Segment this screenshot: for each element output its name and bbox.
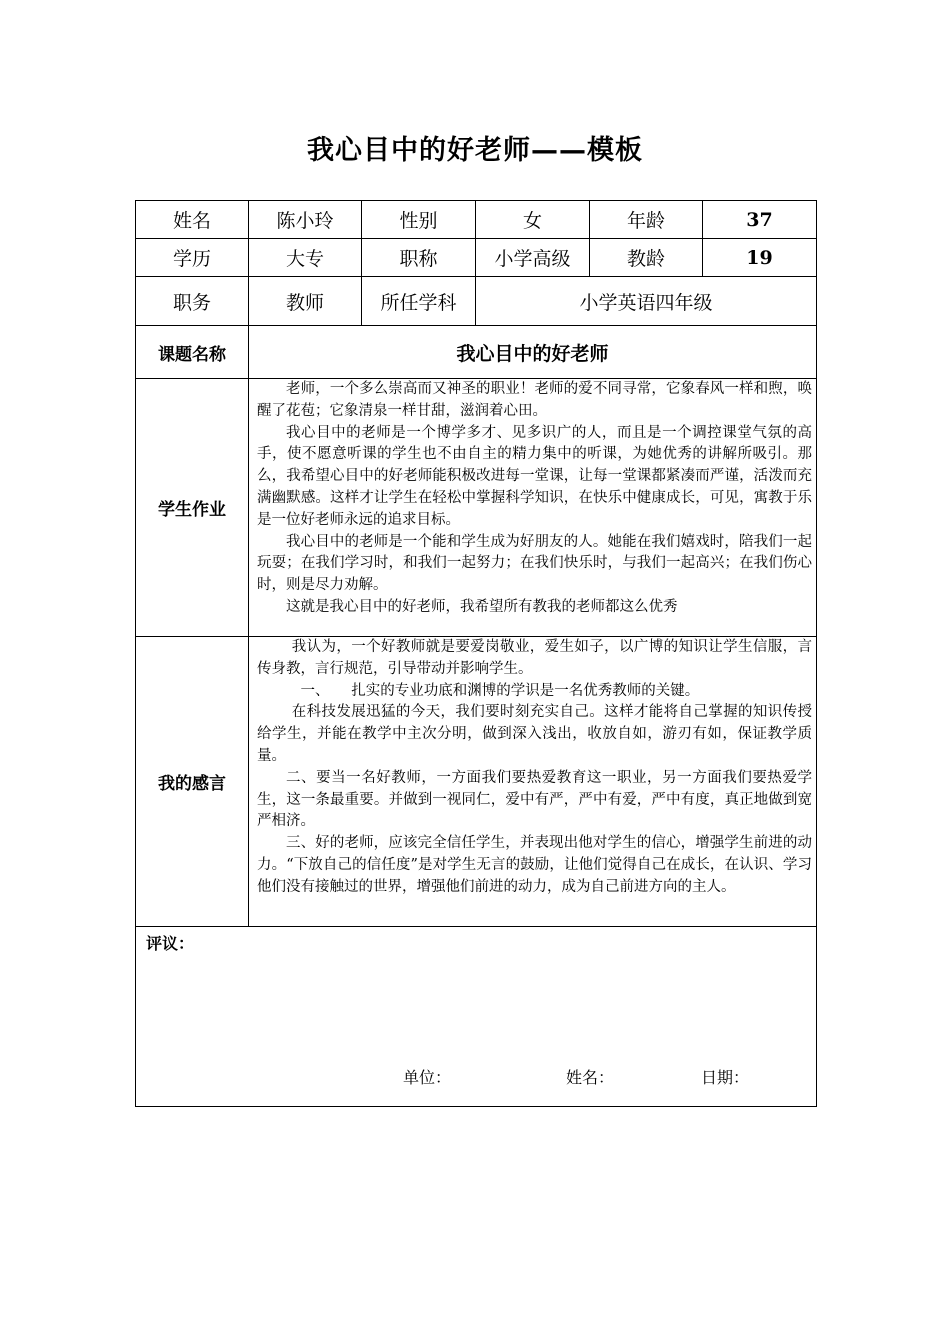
student-work-paragraph: 老师，一个多么崇高而又神圣的职业！老师的爱不同寻常，它象春风一样和煦，唤醒了花苞；它象清泉一样甘甜，滋润着心田。: [257, 381, 812, 419]
position-value: 教师: [249, 277, 362, 326]
my-thoughts-paragraph: 一、 扎实的专业功底和渊博的学识是一名优秀教师的关键。: [300, 682, 700, 699]
gender-label: 性别: [362, 201, 476, 239]
date-label: 日期：: [701, 1068, 750, 1087]
age-value: 37: [703, 201, 817, 239]
my-thoughts-paragraph: 二、要当一名好教师，一方面我们要热爱教育这一职业，另一方面我们要热爱学生，这一条最重要。并做到一视同仁，爱中有严，严中有爱，严中有度，真正地做到宽严相济。: [257, 769, 812, 830]
subject-label: 所任学科: [362, 277, 476, 326]
signer-name-label: 姓名：: [566, 1068, 615, 1087]
teacher-form-table: [135, 200, 817, 1107]
topic-label: 课题名称: [136, 326, 249, 379]
student-work-label: 学生作业: [136, 379, 249, 637]
student-work-paragraph: 我心目中的老师是一个能和学生成为好朋友的人。她能在我们嬉戏时，陪我们一起玩耍；在我们学习时，和我们一起努力；在我们快乐时，与我们一起高兴；在我们伤心时，则是尽力劝解。: [257, 533, 812, 594]
my-thoughts-content: [249, 637, 817, 927]
education-label: 学历: [136, 239, 249, 277]
comment-label: 评议：: [146, 934, 195, 953]
student-work-paragraph: 我心目中的老师是一个博学多才、见多识广的人，而且是一个调控课堂气氛的高手，使不愿意听课的学生也不由自主的精力集中的听课，为她优秀的讲解所吸引。那么，我希望心目中的好老师能积极改进每一堂课，让每一堂课都紧凑而严谨，活泼而充满幽默感。这样才让学生在轻松中掌握科学知识，在快乐中健康成长，可见，寓教于乐是一位好老师永远的追求目标。: [257, 424, 812, 528]
name-value: 陈小玲: [249, 201, 362, 239]
age-label: 年龄: [590, 201, 703, 239]
student-work-paragraph: 这就是我心目中的好老师，我希望所有教我的老师都这么优秀: [286, 598, 678, 615]
rank-label: 职称: [362, 239, 476, 277]
page-title: 我心目中的好老师——模板: [307, 135, 643, 166]
rank-value: 小学高级: [476, 239, 590, 277]
comment-section: [136, 927, 817, 1107]
my-thoughts-paragraph: 我认为，一个好教师就是要爱岗敬业，爱生如子，以广博的知识让学生信服，言传身教，言行规范，引导带动并影响学生。: [257, 639, 812, 677]
years-value: 19: [703, 239, 817, 277]
name-label: 姓名: [136, 201, 249, 239]
subject-value: 小学英语四年级: [476, 277, 817, 326]
student-work-content: [249, 379, 817, 637]
years-label: 教龄: [590, 239, 703, 277]
topic-value: 我心目中的好老师: [249, 326, 817, 379]
unit-label: 单位：: [403, 1068, 452, 1087]
education-value: 大专: [249, 239, 362, 277]
position-label: 职务: [136, 277, 249, 326]
my-thoughts-label: 我的感言: [136, 637, 249, 927]
my-thoughts-paragraph: 三、好的老师，应该完全信任学生，并表现出他对学生的信心，增强学生前进的动力。“下放自己的信任度”是对学生无言的鼓励，让他们觉得自己在成长，在认识、学习他们没有接触过的世界，增强他们前进的动力，成为自己前进方向的主人。: [257, 835, 812, 895]
gender-value: 女: [476, 201, 590, 239]
my-thoughts-paragraph: 在科技发展迅猛的今天，我们要时刻充实自己。这样才能将自己掌握的知识传授给学生，并能在教学中主次分明，做到深入浅出，收放自如，游刃有如，保证教学质量。: [257, 704, 812, 764]
